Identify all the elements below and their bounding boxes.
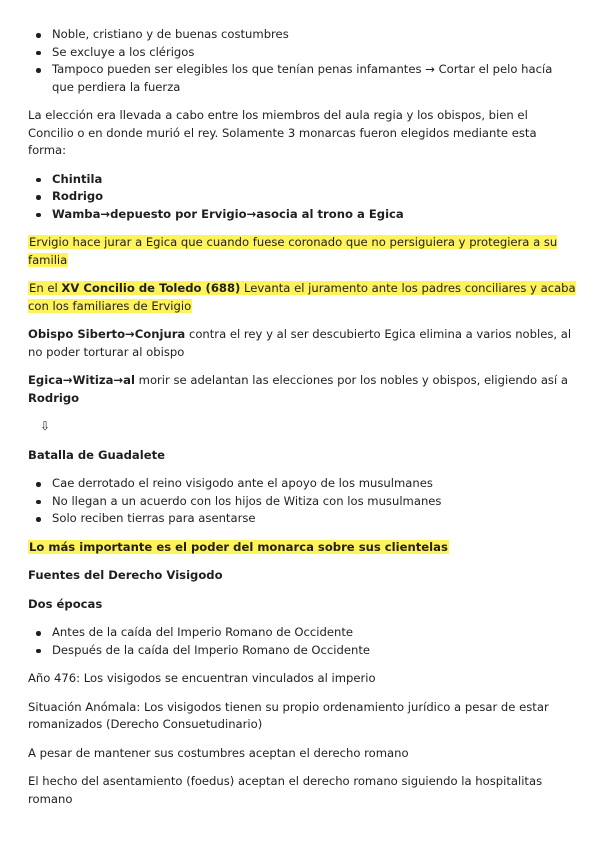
monarchs-list <box>28 171 576 224</box>
down-arrow-icon: ⇩ <box>40 419 51 433</box>
paragraph-476: Año 476: Los visigodos se encuentran vinculados al imperio <box>28 671 376 685</box>
list-item: No llegan a un acuerdo con los hijos de Witiza con los musulmanes <box>28 493 576 511</box>
list-item: Noble, cristiano y de buenas costumbres <box>28 26 576 44</box>
heading-batalla: Batalla de Guadalete <box>28 447 165 462</box>
requirements-list <box>28 26 576 96</box>
batalla-list <box>28 475 576 528</box>
paragraph-anomala: Situación Anómala: Los visigodos tienen su propio ordenamiento jurídico a pesar de estar romanizados (Derecho Consuetudinario) <box>28 699 549 731</box>
list-item: Rodrigo <box>28 188 576 206</box>
list-item: Solo reciben tierras para asentarse <box>28 510 576 528</box>
paragraph-eleccion: La elección era llevada a cabo entre los miembros del aula regia y los obispos, bien el Concilio o en donde murió el rey. Solamente 3 monarcas fueron elegidos mediante esta forma: <box>28 108 537 157</box>
highlight-importante: Lo más importante es el poder del monarca sobre sus clientelas <box>29 539 448 554</box>
list-item: Chintila <box>28 171 576 189</box>
epocas-list <box>28 624 576 659</box>
paragraph-egica: Egica→Witiza→al morir se adelantan las elecciones por los nobles y obispos, eligiendo así a Rodrigo <box>28 373 568 405</box>
highlight-ervigio: Ervigio hace jurar a Egica que cuando fuese coronado que no persiguiera y protegiera a su familia <box>28 235 558 267</box>
paragraph-costumbres: A pesar de mantener sus costumbres aceptan el derecho romano <box>28 745 409 760</box>
heading-fuentes: Fuentes del Derecho Visigodo <box>28 568 223 582</box>
list-item: Cae derrotado el reino visigodo ante el apoyo de los musulmanes <box>28 475 576 493</box>
paragraph-concilio: En el XV Concilio de Toledo (688) Levanta el juramento ante los padres conciliares y acaba con los familiares de Ervigio <box>28 281 576 313</box>
document-page <box>28 26 576 808</box>
list-item: Antes de la caída del Imperio Romano de Occidente <box>28 624 576 642</box>
list-item: Después de la caída del Imperio Romano de Occidente <box>28 642 576 660</box>
list-item: Tampoco pueden ser elegibles los que tenían penas infamantes → Cortar el pelo hacía que perdiera la fuerza <box>28 61 576 96</box>
heading-epocas: Dos épocas <box>28 596 103 611</box>
paragraph-siberto: Obispo Siberto→Conjura contra el rey y al ser descubierto Egica elimina a varios nobles, al no poder torturar al obispo <box>28 327 572 359</box>
list-item: Wamba→depuesto por Ervigio→asocia al trono a Egica <box>28 206 576 224</box>
list-item: Se excluye a los clérigos <box>28 44 576 62</box>
paragraph-foedus: El hecho del asentamiento (foedus) aceptan el derecho romano siguiendo la hospitalitas romano <box>28 774 543 806</box>
